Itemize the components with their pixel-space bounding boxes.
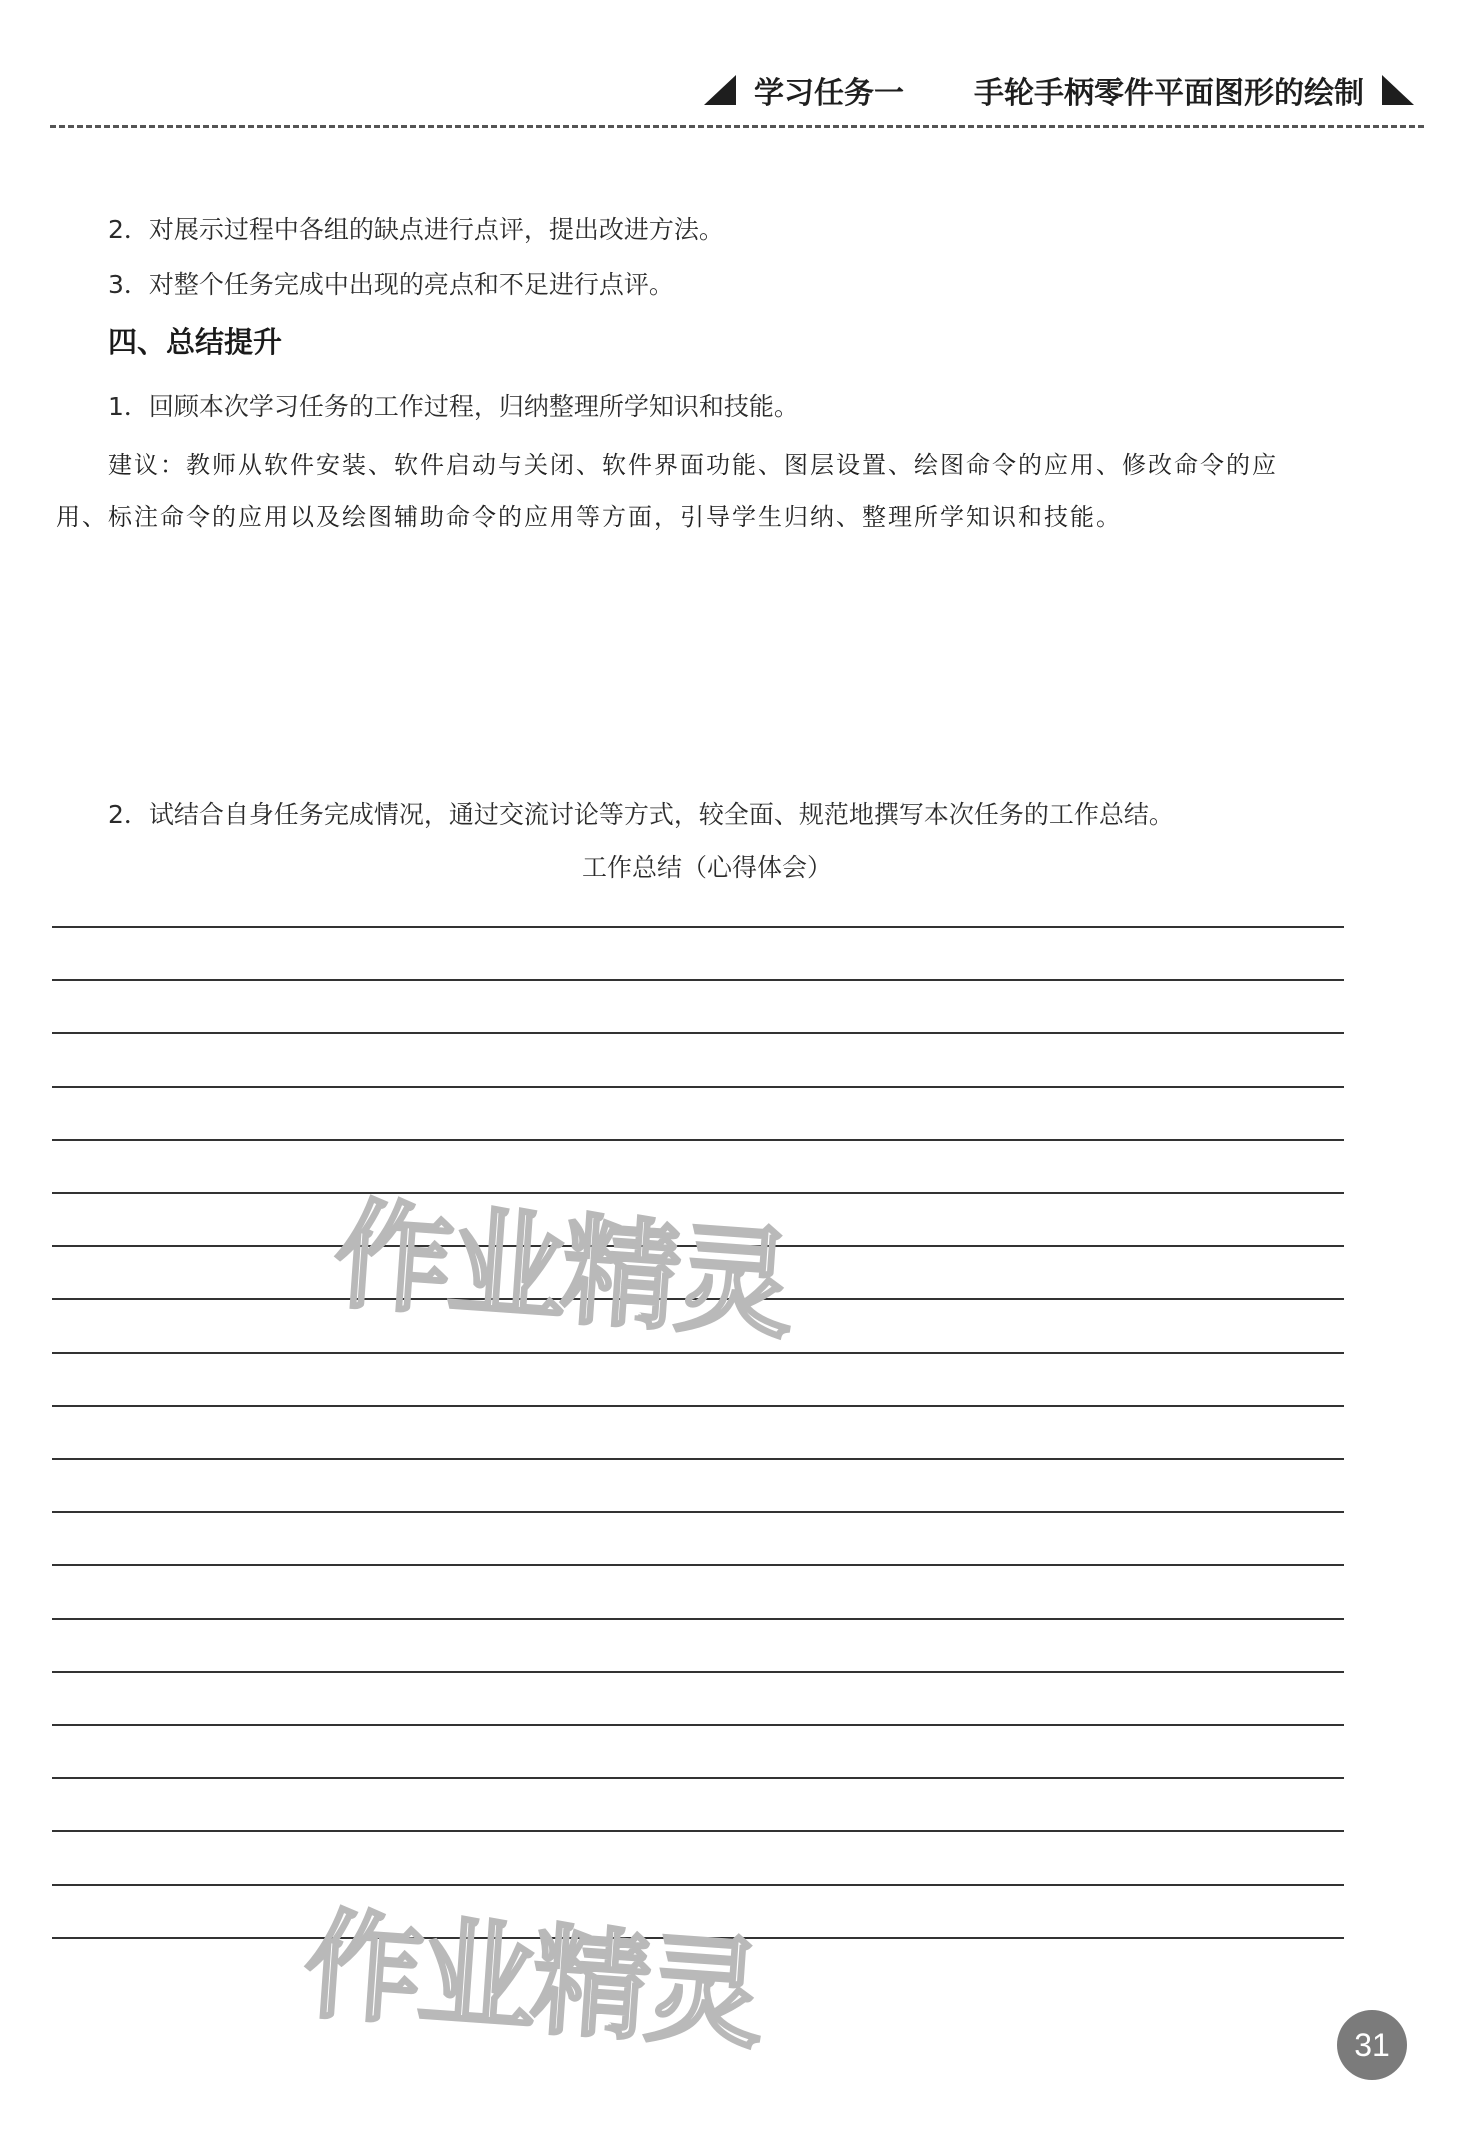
writing-line[interactable] [52,1777,1344,1779]
writing-line[interactable] [52,1564,1344,1566]
triangle-right-icon [1382,75,1414,105]
writing-line[interactable] [52,1618,1344,1620]
watermark-bottom: 作业精灵 [300,1895,765,2065]
section-heading: 四、总结提升 [108,325,283,359]
suggestion-line-2: 用、标注命令的应用以及绘图辅助命令的应用等方面，引导学生归纳、整理所学知识和技能。 [56,503,1122,531]
writing-line[interactable] [52,1086,1344,1088]
writing-line[interactable] [52,1032,1344,1034]
writing-line[interactable] [52,1830,1344,1832]
item-2: 2．对展示过程中各组的缺点进行点评，提出改进方法。 [108,215,724,244]
writing-line[interactable] [52,979,1344,981]
item-3: 3．对整个任务完成中出现的亮点和不足进行点评。 [108,270,674,299]
writing-line[interactable] [52,1511,1344,1513]
writing-line[interactable] [52,926,1344,928]
header-divider [50,125,1424,128]
writing-line[interactable] [52,1724,1344,1726]
header-title: 手轮手柄零件平面图形的绘制 [974,76,1364,111]
triangle-left-icon [704,75,736,105]
writing-line[interactable] [52,1458,1344,1460]
header-task: 学习任务一 [754,76,904,111]
summary-title: 工作总结（心得体会） [581,853,832,882]
question-2: 2．试结合自身任务完成情况，通过交流讨论等方式，较全面、规范地撰写本次任务的工作总结。 [108,800,1174,829]
writing-line[interactable] [52,1884,1344,1886]
writing-line[interactable] [52,1405,1344,1407]
suggestion-line-1: 建议：教师从软件安装、软件启动与关闭、软件界面功能、图层设置、绘图命令的应用、修改命令的应 [108,451,1278,479]
chapter-header [704,68,1414,112]
writing-line[interactable] [52,1671,1344,1673]
question-1: 1．回顾本次学习任务的工作过程，归纳整理所学知识和技能。 [108,392,799,421]
page-number: 31 [1337,2010,1407,2080]
writing-line[interactable] [52,1139,1344,1141]
watermark-top: 作业精灵 [330,1185,795,1355]
